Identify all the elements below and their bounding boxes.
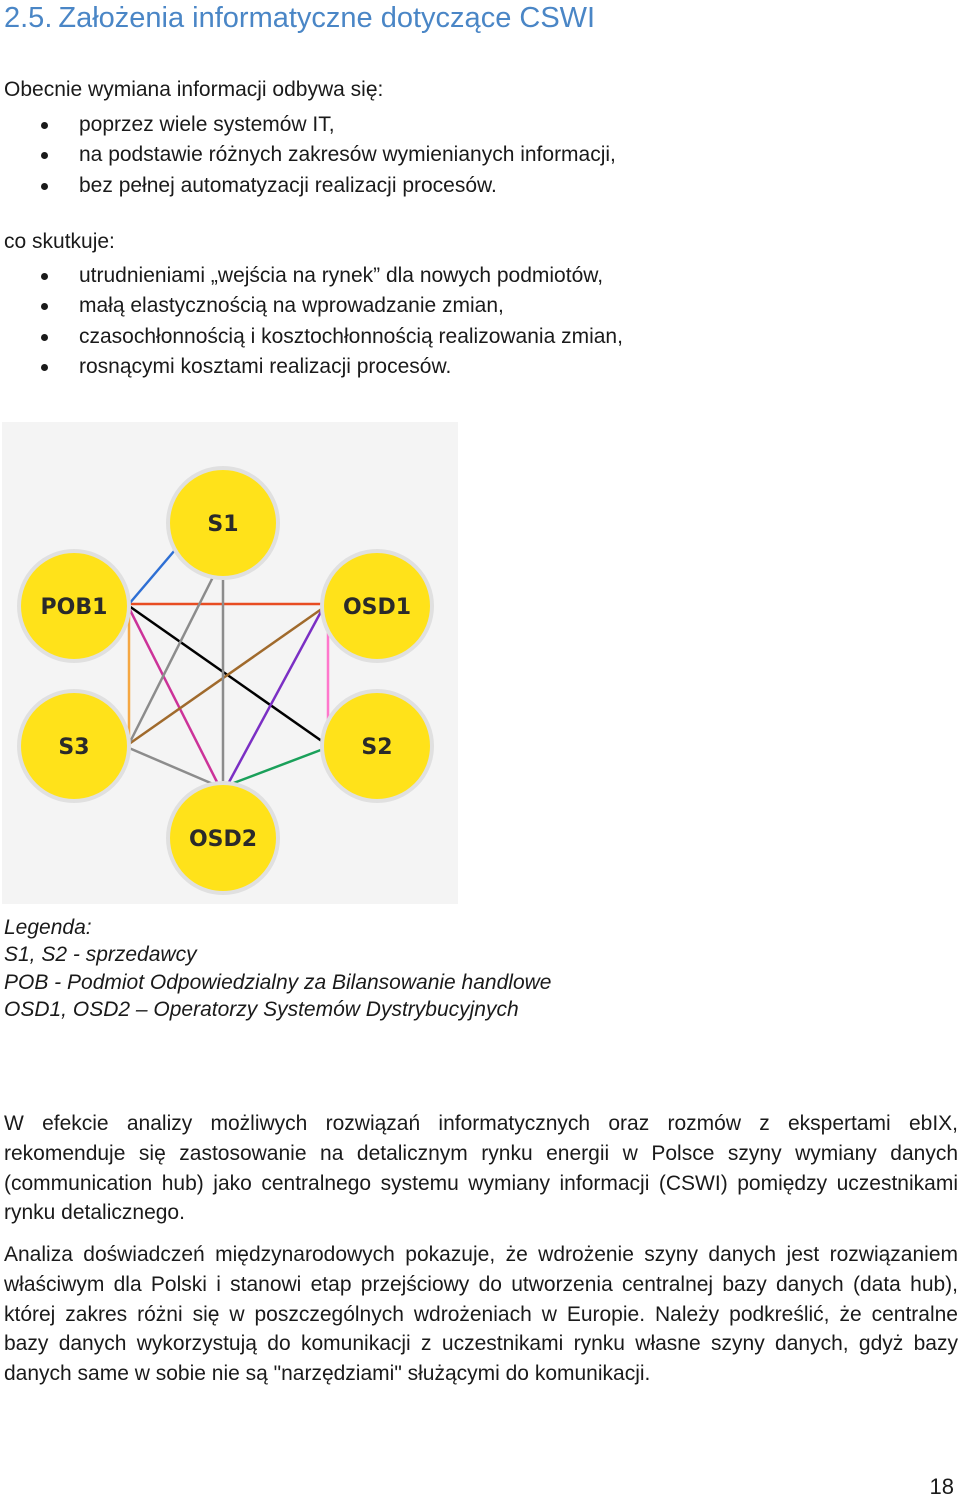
- node-s2: [322, 691, 432, 801]
- page-number: 18: [929, 1474, 954, 1499]
- legend-title: Legenda:: [4, 916, 92, 939]
- bullet-icon: [41, 122, 48, 129]
- intro-lead-2: co skutkuje:: [4, 230, 115, 253]
- section-number: 2.5.: [4, 2, 53, 34]
- node-label: S3: [58, 735, 90, 760]
- legend-item: S1, S2 - sprzedawcy: [4, 943, 197, 967]
- node-s3: [19, 691, 129, 801]
- bullet-icon: [41, 273, 48, 280]
- bullet-icon: [41, 303, 48, 310]
- edge-s3-osd2: [129, 748, 213, 784]
- bullet-icon: [41, 364, 48, 371]
- market-diagram: [2, 422, 458, 904]
- edge-osd1-osd2: [228, 608, 323, 784]
- legend-item: OSD1, OSD2 – Operatorzy Systemów Dystrybucyjnych: [4, 997, 519, 1021]
- paragraph-analysis: Analiza doświadczeń międzynarodowych pokazuje, że wdrożenie szyny danych jest rozwiązaniem właściwym dla Polski i stanowi etap przejściowy do utworzenia centralnej bazy danych (data hub), której zakres różni się w poszczególnych wdrożeniach w Europie. Należy podkreślić, że centralne bazy danych wykorzystują do komunikacji z uczestnikami rynku własne szyny danych, gdyż bazy danych same w sobie nie są "narzędziami" służącymi do komunikacji.: [4, 1243, 958, 1386]
- bullet-icon: [41, 334, 48, 341]
- intro-lead-1: Obecnie wymiana informacji odbywa się:: [4, 78, 384, 101]
- node-osd1: [322, 551, 432, 661]
- edge-osd1-s3: [129, 608, 323, 744]
- section-title: Założenia informatyczne dotyczące CSWI: [58, 2, 596, 34]
- legend-item: POB - Podmiot Odpowiedzialny za Bilansowanie handlowe: [4, 970, 552, 994]
- paragraph-recommendation: W efekcie analizy możliwych rozwiązań informatycznych oraz rozmów z ekspertami ebIX, rekomenduje się zastosowanie na detalicznym rynku energii w Polsce szyny wymiany danych (communication hub) jako centralnego systemu wymiany informacji (CSWI) pomiędzy uczestnikami rynku detalicznego.: [4, 1112, 958, 1225]
- node-label: OSD2: [188, 827, 258, 852]
- node-s1: [168, 468, 278, 578]
- section-heading: [4, 2, 595, 35]
- edge-s1-s3: [129, 577, 213, 744]
- edge-s1-pob1: [129, 550, 175, 604]
- bullet-icon: [41, 183, 48, 190]
- node-pob1: [19, 551, 129, 661]
- node-label: OSD1: [342, 595, 412, 620]
- node-label: POB1: [40, 595, 108, 620]
- diagram-canvas: [2, 422, 458, 904]
- node-osd2: [168, 783, 278, 893]
- node-label: S2: [361, 735, 393, 760]
- node-label: S1: [207, 512, 239, 537]
- bullet-icon: [41, 152, 48, 159]
- diagram-legend: [4, 914, 551, 1023]
- edge-pob1-osd2: [129, 608, 218, 784]
